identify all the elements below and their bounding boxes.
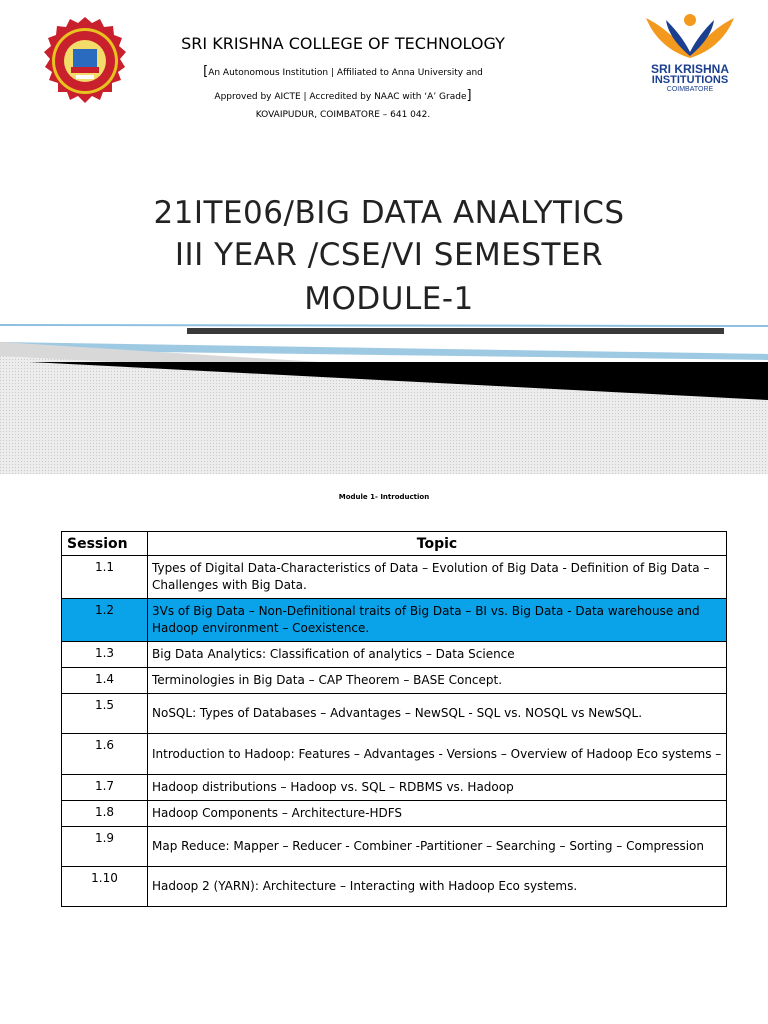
- session-number: 1.1: [62, 556, 148, 599]
- session-topic: 3Vs of Big Data – Non-Definitional traits of Big Data – BI vs. Big Data - Data warehouse and Hadoop environment – Coexistence.: [148, 599, 727, 642]
- decorative-stripes: [0, 320, 768, 474]
- session-number: 1.4: [62, 668, 148, 694]
- session-number: 1.6: [62, 734, 148, 775]
- table-row: [62, 642, 727, 668]
- session-topic: Introduction to Hadoop: Features – Advantages - Versions – Overview of Hadoop Eco systems –: [148, 734, 727, 775]
- affiliation-text-2: Approved by AICTE | Accredited by NAAC with ‘A’ Grade: [214, 92, 467, 102]
- college-address: KOVAIPUDUR, COIMBATORE – 641 042.: [255, 110, 431, 120]
- session-number: 1.8: [62, 801, 148, 827]
- title-slide: [0, 0, 768, 474]
- institutions-logo: [640, 12, 740, 92]
- table-row: [62, 734, 727, 775]
- bracket-close: ]: [466, 88, 472, 103]
- session-number: 1.7: [62, 775, 148, 801]
- affiliation-text-1: An Autonomous Institution | Affiliated to Anna University and: [208, 68, 483, 78]
- logo-right-line2: INSTITUTIONS: [651, 74, 729, 86]
- session-topic: NoSQL: Types of Databases – Advantages – NewSQL - SQL vs. NOSQL vs NewSQL.: [148, 694, 727, 734]
- table-header-row: [62, 532, 727, 556]
- session-number: 1.5: [62, 694, 148, 734]
- session-topic: Map Reduce: Mapper – Reducer - Combiner -Partitioner – Searching – Sorting – Compression: [148, 827, 727, 867]
- title-line-1: 21ITE06/BIG DATA ANALYTICS: [153, 195, 625, 231]
- table-row: [62, 775, 727, 801]
- table-row: [62, 867, 727, 907]
- header-topic: Topic: [148, 532, 727, 556]
- session-topic: Hadoop distributions – Hadoop vs. SQL – RDBMS vs. Hadoop: [148, 775, 727, 801]
- table-row: [62, 668, 727, 694]
- session-topic-table: [61, 531, 727, 907]
- session-topic: Big Data Analytics: Classification of analytics – Data Science: [148, 642, 727, 668]
- session-number: 1.2: [62, 599, 148, 642]
- module-caption: Module 1- Introduction: [338, 493, 430, 501]
- logo-right-line1: SRI KRISHNA: [650, 62, 729, 76]
- table-row: [62, 694, 727, 734]
- affiliation-line-2: [150, 88, 536, 103]
- session-topic: Terminologies in Big Data – CAP Theorem – BASE Concept.: [148, 668, 727, 694]
- table-row: [62, 556, 727, 599]
- title-line-3: MODULE-1: [304, 281, 474, 317]
- affiliation-line-1: [150, 64, 536, 79]
- title-line-2: III YEAR /CSE/VI SEMESTER: [174, 237, 604, 273]
- session-topic: Hadoop Components – Architecture-HDFS: [148, 801, 727, 827]
- session-number: 1.10: [62, 867, 148, 907]
- header-session: Session: [62, 532, 148, 556]
- session-topic: Types of Digital Data-Characteristics of Data – Evolution of Big Data - Definition of Big Data – Challenges with Big Data.: [148, 556, 727, 599]
- college-emblem-logo: [25, 15, 145, 107]
- table-row: [62, 801, 727, 827]
- title-underline-bar: [187, 328, 724, 334]
- college-name: SRI KRISHNA COLLEGE OF TECHNOLOGY: [181, 34, 505, 53]
- session-number: 1.9: [62, 827, 148, 867]
- bracket-open: [: [203, 64, 209, 79]
- table-row-highlighted: [62, 599, 727, 642]
- session-number: 1.3: [62, 642, 148, 668]
- logo-right-line3: COIMBATORE: [666, 86, 714, 93]
- table-row: [62, 827, 727, 867]
- session-topic: Hadoop 2 (YARN): Architecture – Interacting with Hadoop Eco systems.: [148, 867, 727, 907]
